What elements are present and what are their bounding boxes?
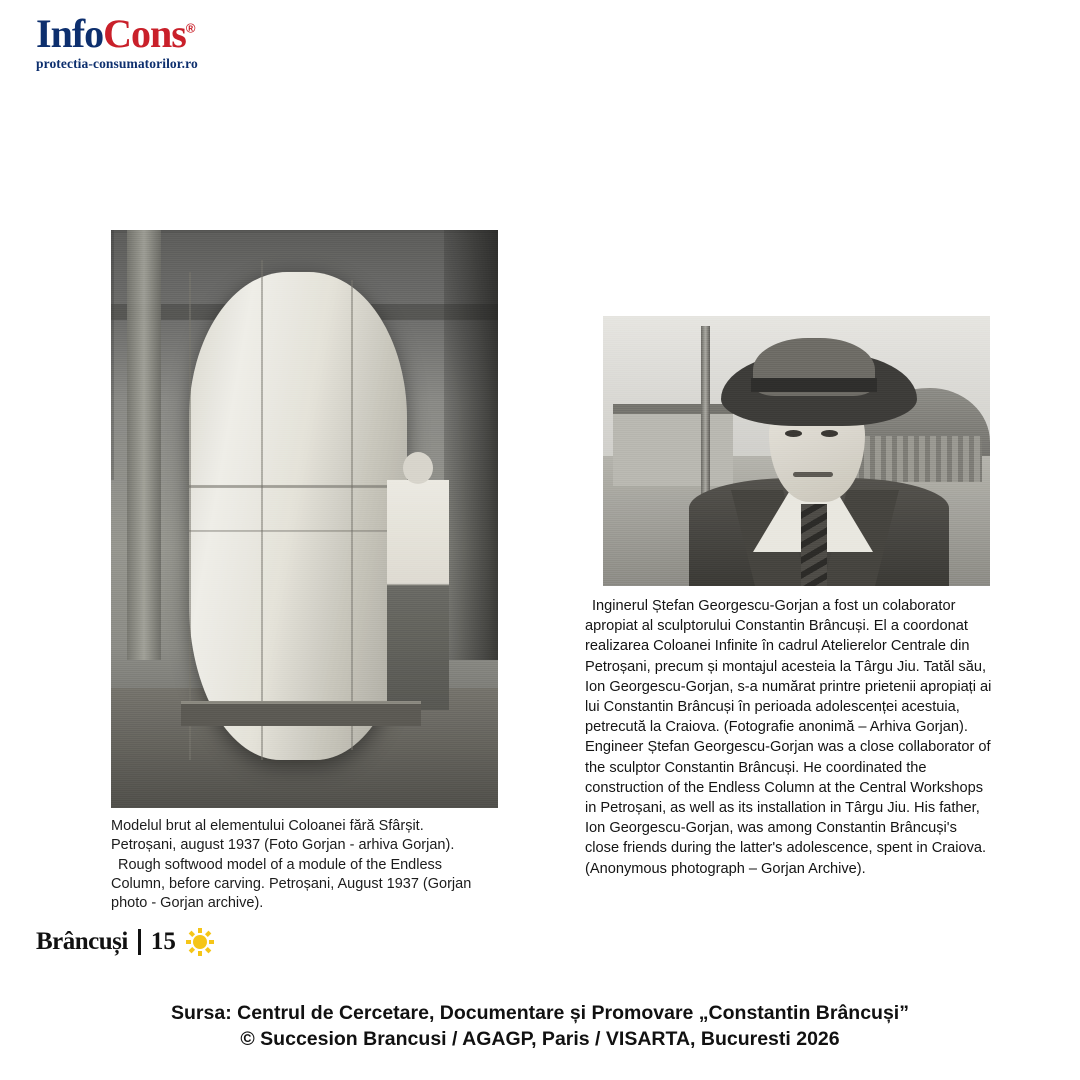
left-photo-column bbox=[111, 230, 498, 913]
brancusi-logo-divider bbox=[138, 929, 141, 955]
registered-trademark-icon: ® bbox=[185, 20, 195, 36]
sun-icon bbox=[186, 928, 214, 956]
sun-ray bbox=[189, 947, 195, 953]
right-text-block bbox=[585, 596, 993, 879]
logo-word-cons: Cons bbox=[103, 11, 186, 56]
logo-wordmark bbox=[36, 11, 296, 56]
caption-ro-line-2: Petroșani, august 1937 (Foto Gorjan - arhiva Gorjan). bbox=[111, 837, 455, 854]
footer-copyright-line: © Succesion Brancusi / AGAGP, Paris / VISARTA, Bucuresti 2026 bbox=[240, 1028, 840, 1051]
stefan-georgescu-gorjan-portrait bbox=[603, 316, 990, 586]
film-grain-overlay bbox=[603, 316, 990, 586]
sun-core bbox=[193, 935, 207, 949]
right-content-column bbox=[585, 316, 993, 879]
footer-source-line: Sursa: Centrul de Cercetare, Documentare și Promovare „Constantin Brâncuși” bbox=[171, 1002, 909, 1024]
brancusi-15-logo bbox=[36, 928, 214, 956]
infocons-logo bbox=[36, 11, 296, 72]
sun-ray bbox=[209, 940, 214, 944]
sun-ray bbox=[189, 931, 195, 937]
left-photo-caption bbox=[111, 817, 498, 913]
text-english: Engineer Ștefan Georgescu-Gorjan was a close collaborator of the sculptor Constantin Brâncuși. He coordinated the construction of the Endless Column at the Central Workshops in Petroșani, as well as its installation in Târgu Jiu. His father, Ion Georgescu-Gorjan, was among Constantin Brâncuși's close friends during the latter's adolescence, spent in Craiova. (Anonymous photograph – Gorjan Archive). bbox=[585, 739, 991, 877]
caption-en: Rough softwood model of a module of the Endless Column, before carving. Petroșani, August 1937 (Gorjan photo - Gorjan archive). bbox=[111, 856, 472, 912]
logo-subtitle: protectia-consumatorilor.ro bbox=[36, 56, 198, 71]
brancusi-logo-number: 15 bbox=[150, 928, 176, 955]
sun-ray bbox=[186, 940, 191, 944]
sun-ray bbox=[205, 931, 211, 937]
sun-ray bbox=[205, 947, 211, 953]
logo-word-info: Info bbox=[36, 11, 104, 56]
caption-ro-line-1: Modelul brut al elementului Coloanei fără Sfârșit. bbox=[111, 818, 424, 834]
film-grain-overlay bbox=[111, 230, 498, 808]
brancusi-logo-name: Brâncuși bbox=[36, 928, 128, 955]
text-romanian: Inginerul Ștefan Georgescu-Gorjan a fost un colaborator apropiat al sculptorului Constantin Brâncuși. El a coordonat realizarea Coloanei Infinite în cadrul Atelierelor Centrale din Petroșani, precum și montajul acesteia la Târgu Jiu. Tatăl său, Ion Georgescu-Gorjan, s-a numărat printre prietenii apropiați ai lui Constantin Brâncuși în perioada adolescenței acestuia, petrecută la Craiova. (Fotografie anonimă – Arhiva Gorjan). bbox=[585, 598, 992, 736]
endless-column-model-photo bbox=[111, 230, 498, 808]
source-footer bbox=[0, 1000, 1080, 1053]
sun-ray bbox=[198, 928, 202, 933]
sun-ray bbox=[198, 951, 202, 956]
